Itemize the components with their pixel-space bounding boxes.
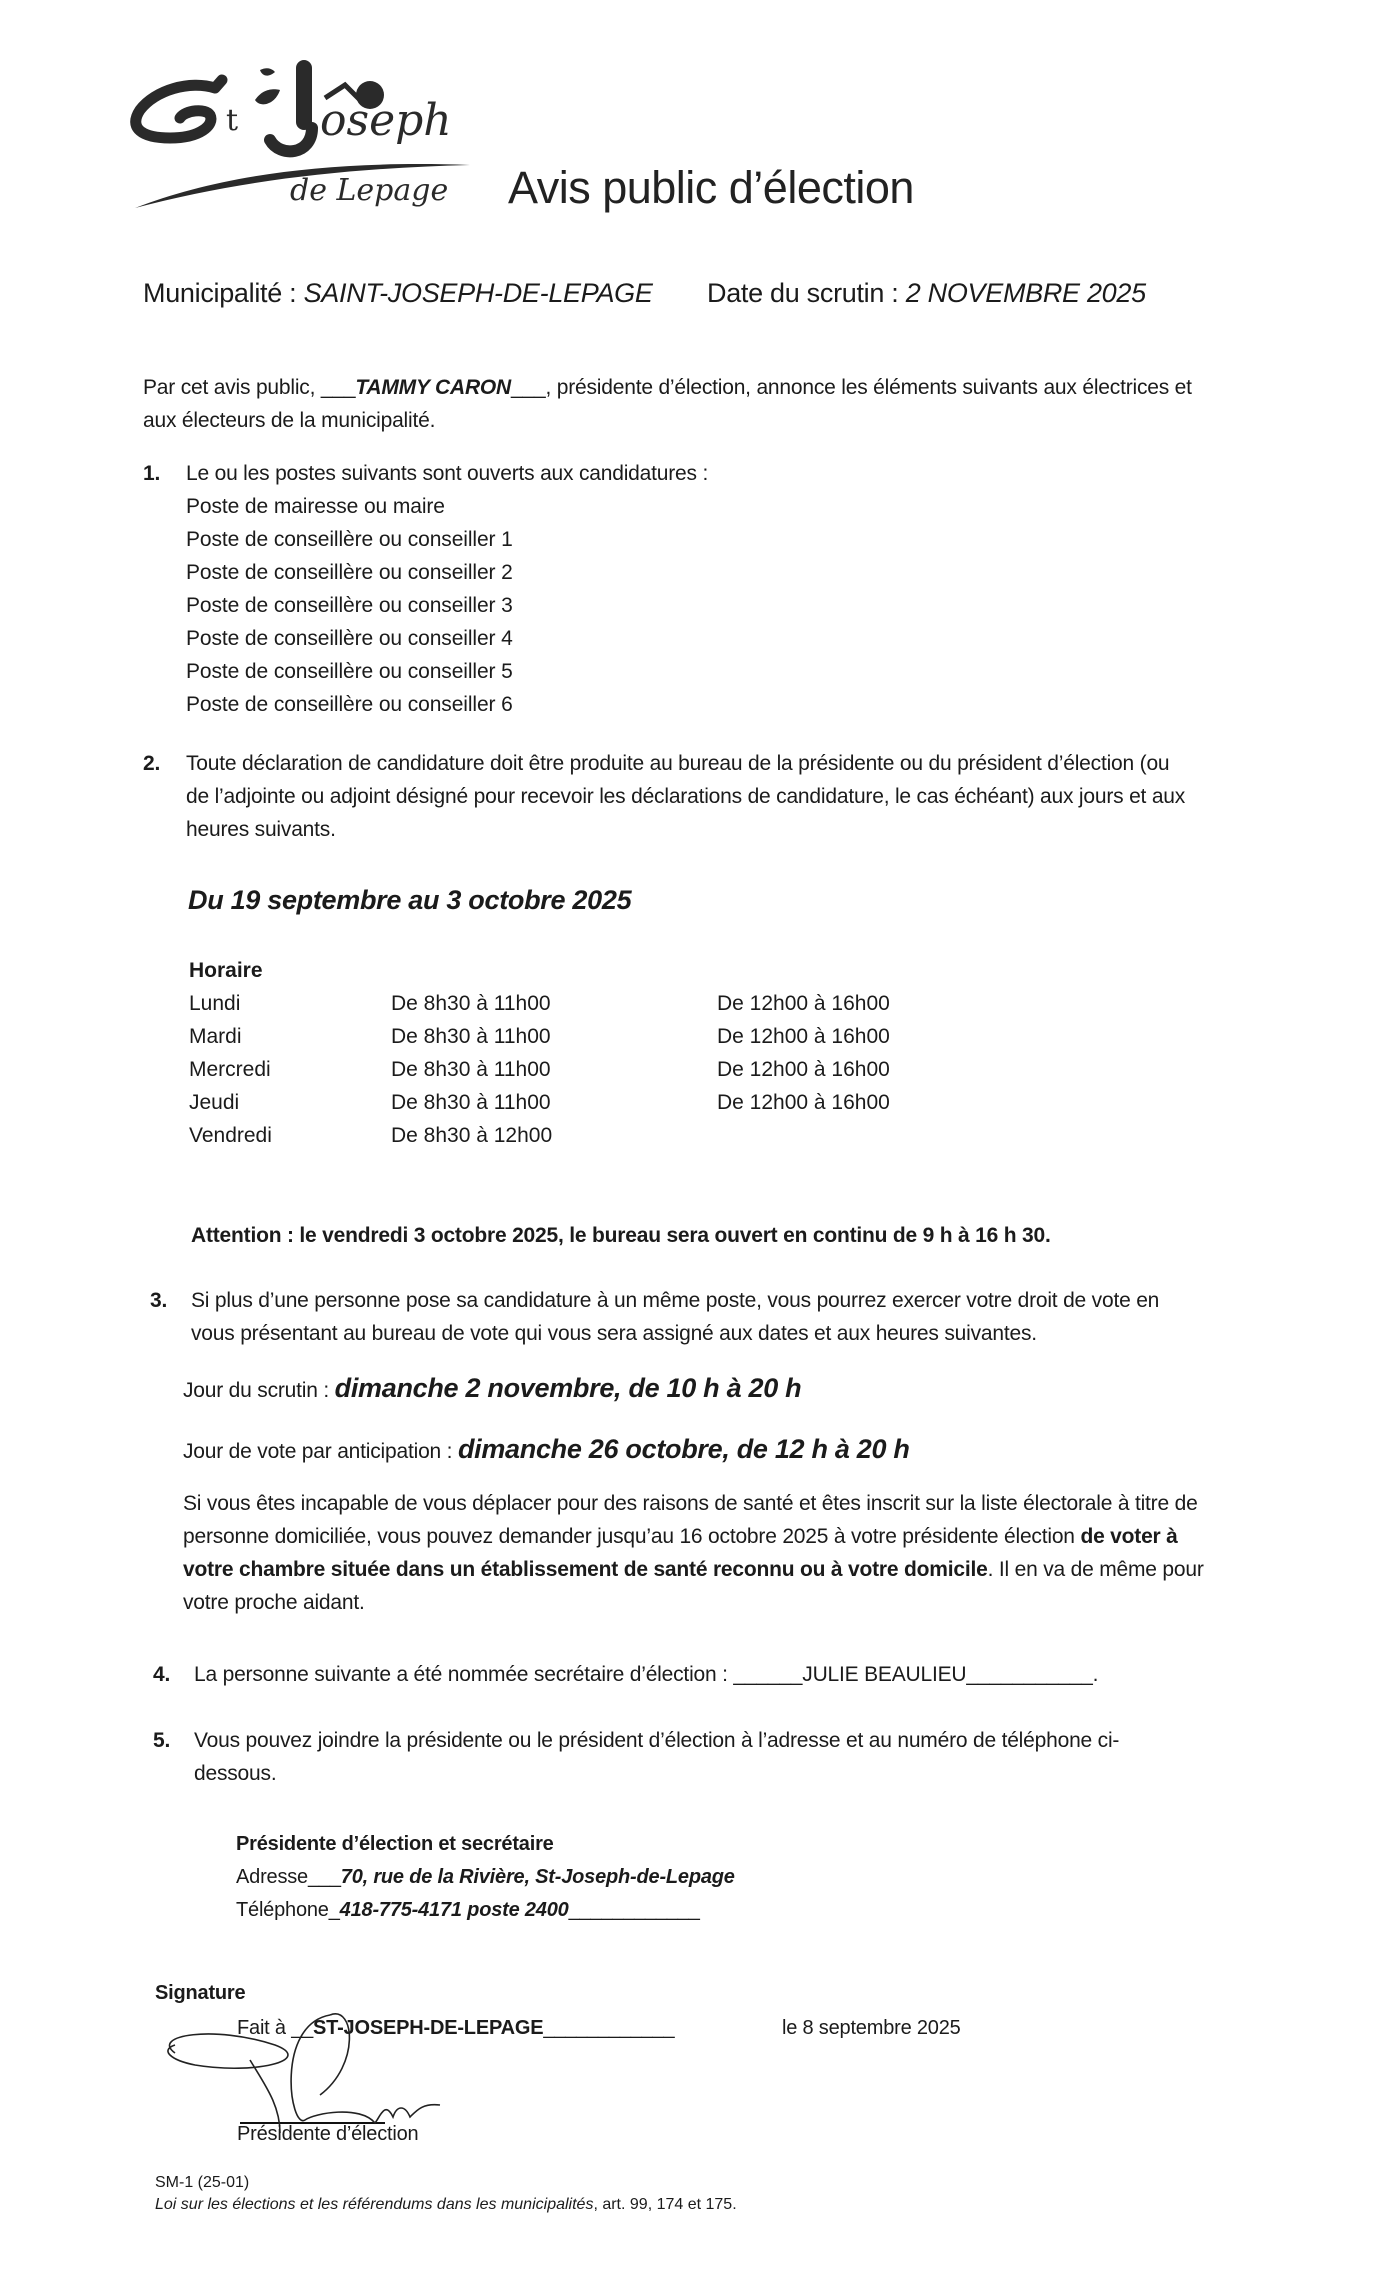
blank: ____________ <box>543 2017 675 2039</box>
advance-vote-value: dimanche 26 octobre, de 12 h à 20 h <box>457 1434 910 1464</box>
blank: ___________ <box>966 1663 1093 1686</box>
page-title: Avis public d’élection <box>508 162 914 213</box>
schedule-afternoon: De 12h00 à 16h00 <box>717 1091 890 1114</box>
section-5-line: dessous. <box>194 1762 277 1785</box>
municipality-line <box>143 278 653 309</box>
post-item: Poste de conseillère ou conseiller 4 <box>186 627 513 650</box>
schedule-day: Lundi <box>189 992 241 1015</box>
election-date-value: 2 NOVEMBRE 2025 <box>905 278 1146 308</box>
blank: ______ <box>733 1663 803 1686</box>
signature-role: Présidente d’élection <box>237 2123 419 2145</box>
vote-day-label: Jour du scrutin : <box>183 1379 335 1402</box>
law-title: Loi sur les élections et les référendums dans les municipalités <box>155 2196 594 2213</box>
svg-text:de Lepage: de Lepage <box>290 173 449 208</box>
post-item: Poste de conseillère ou conseiller 6 <box>186 693 513 716</box>
returning-officer-name: TAMMY CARON <box>355 376 512 399</box>
health-line-3 <box>183 1558 1204 1582</box>
advance-vote-line <box>183 1434 910 1465</box>
contact-address <box>236 1866 735 1889</box>
schedule-day: Vendredi <box>189 1124 272 1147</box>
section-5-line: Vous pouvez joindre la présidente ou le président d’élection à l’adresse et au numéro de téléphone ci- <box>194 1729 1120 1752</box>
phone-label: Téléphone <box>236 1899 329 1921</box>
section-number-4: 4. <box>153 1663 171 1686</box>
post-item: Poste de mairesse ou maire <box>186 495 445 518</box>
period: . <box>1092 1663 1099 1686</box>
attention-notice: Attention : le vendredi 3 octobre 2025, le bureau sera ouvert en continu de 9 h à 16 h 30. <box>191 1224 1051 1247</box>
election-date-label: Date du scrutin : <box>707 278 906 308</box>
blank: ___ <box>511 376 546 399</box>
schedule-morning: De 8h30 à 11h00 <box>391 992 551 1015</box>
blank: ____________ <box>568 1899 700 1921</box>
health-line-4: votre proche aidant. <box>183 1591 365 1614</box>
schedule-afternoon: De 12h00 à 16h00 <box>717 992 890 1015</box>
nomination-period: Du 19 septembre au 3 octobre 2025 <box>188 885 632 915</box>
address-value: 70, rue de la Rivière, St-Joseph-de-Lepage <box>340 1866 735 1888</box>
contact-heading: Présidente d’élection et secrétaire <box>236 1833 554 1855</box>
intro-line-2: aux électeurs de la municipalité. <box>143 409 436 432</box>
section-number-1: 1. <box>143 462 161 485</box>
signature-date: le 8 septembre 2025 <box>782 2017 961 2039</box>
intro-suffix: , présidente d’élection, annonce les éléments suivants aux électrices et <box>545 376 1192 399</box>
election-date-line <box>707 278 1146 309</box>
svg-text:oseph: oseph <box>320 95 452 146</box>
section-3-line: Si plus d’une personne pose sa candidature à un même poste, vous pourrez exercer votre droit de vote en <box>191 1289 1160 1312</box>
advance-vote-label: Jour de vote par anticipation : <box>183 1440 458 1463</box>
post-item: Poste de conseillère ou conseiller 5 <box>186 660 513 683</box>
vote-day-line <box>183 1373 801 1404</box>
election-secretary-name: JULIE BEAULIEU <box>802 1663 967 1686</box>
blank: ___ <box>307 1866 341 1888</box>
section-4-text: La personne suivante a été nommée secrétaire d’élection : <box>194 1663 734 1686</box>
svg-text:t: t <box>226 103 239 138</box>
blank: __ <box>291 2017 314 2039</box>
intro-prefix: Par cet avis public, <box>143 376 321 399</box>
phone-value: 418-775-4171 poste 2400 <box>339 1899 569 1921</box>
schedule-day: Jeudi <box>189 1091 240 1114</box>
schedule-afternoon: De 12h00 à 16h00 <box>717 1025 890 1048</box>
blank: _ <box>328 1899 340 1921</box>
intro-line-1 <box>143 376 1192 400</box>
contact-phone <box>236 1899 700 1922</box>
post-item: Poste de conseillère ou conseiller 2 <box>186 561 513 584</box>
health-emphasis: votre chambre située dans un établissement de santé reconnu ou à votre domicile <box>183 1558 988 1581</box>
schedule-morning: De 8h30 à 12h00 <box>391 1124 553 1147</box>
health-line-2 <box>183 1525 1178 1549</box>
schedule-heading: Horaire <box>189 959 263 982</box>
done-at-label: Fait à <box>237 2017 292 2039</box>
health-text: . Il en va de même pour <box>987 1558 1204 1581</box>
signature-heading: Signature <box>155 1982 246 2004</box>
section-number-2: 2. <box>143 752 161 775</box>
post-item: Poste de conseillère ou conseiller 1 <box>186 528 513 551</box>
schedule-afternoon: De 12h00 à 16h00 <box>717 1058 890 1081</box>
done-at-value: ST-JOSEPH-DE-LEPAGE <box>313 2017 544 2039</box>
section-number-3: 3. <box>150 1289 168 1312</box>
section-2-line: de l’adjointe ou adjoint désigné pour recevoir les déclarations de candidature, le cas échéant) aux jours et aux <box>186 785 1186 808</box>
municipality-value: SAINT-JOSEPH-DE-LEPAGE <box>303 278 653 308</box>
section-2-line: heures suivants. <box>186 818 336 841</box>
schedule-morning: De 8h30 à 11h00 <box>391 1025 551 1048</box>
schedule-day: Mercredi <box>189 1058 271 1081</box>
address-label: Adresse <box>236 1866 308 1888</box>
post-item: Poste de conseillère ou conseiller 3 <box>186 594 513 617</box>
health-line-1: Si vous êtes incapable de vous déplacer pour des raisons de santé et êtes inscrit sur la liste électorale à titre de <box>183 1492 1198 1515</box>
health-text: personne domiciliée, vous pouvez demander jusqu’au 16 octobre 2025 à votre présidente élection <box>183 1525 1081 1548</box>
section-number-5: 5. <box>153 1729 171 1752</box>
blank: ___ <box>320 376 356 399</box>
section-1-text: Le ou les postes suivants sont ouverts aux candidatures : <box>186 462 709 485</box>
section-3-line: vous présentant au bureau de vote qui vous sera assigné aux dates et aux heures suivantes. <box>191 1322 1037 1345</box>
municipality-logo <box>130 40 470 215</box>
health-emphasis: de voter à <box>1080 1525 1178 1548</box>
schedule-morning: De 8h30 à 11h00 <box>391 1058 551 1081</box>
municipality-label: Municipalité : <box>143 278 304 308</box>
legal-reference <box>155 2196 737 2214</box>
schedule-day: Mardi <box>189 1025 242 1048</box>
vote-day-value: dimanche 2 novembre, de 10 h à 20 h <box>334 1373 802 1403</box>
form-code: SM-1 (25-01) <box>155 2174 250 2191</box>
law-articles: , art. 99, 174 et 175. <box>593 2196 737 2213</box>
schedule-morning: De 8h30 à 11h00 <box>391 1091 551 1114</box>
section-4-line <box>194 1663 1098 1687</box>
section-2-line: Toute déclaration de candidature doit être produite au bureau de la présidente ou du président d’élection (ou <box>186 752 1170 775</box>
